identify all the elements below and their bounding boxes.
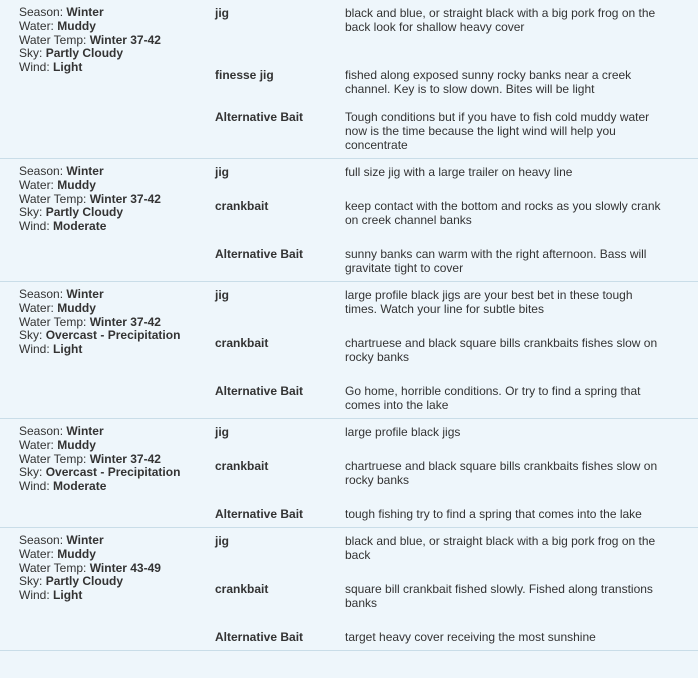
bait-name: Alternative Bait bbox=[215, 384, 304, 398]
condition-label: Water Temp: bbox=[19, 560, 87, 575]
bait-name: crankbait bbox=[215, 459, 269, 473]
condition-value: Winter bbox=[66, 164, 104, 178]
condition-label: Wind: bbox=[19, 479, 50, 494]
conditions-cell bbox=[0, 6, 215, 154]
condition-value: Muddy bbox=[57, 546, 96, 561]
condition-value: Muddy bbox=[57, 177, 96, 192]
bait-description: large profile black jigs bbox=[345, 425, 461, 439]
bait-description: square bill crankbait fished slowly. Fished along transtions banks bbox=[345, 582, 653, 610]
bait-entry bbox=[215, 384, 698, 414]
condition-label: Water: bbox=[19, 177, 54, 192]
condition-value: Winter 37-42 bbox=[89, 32, 161, 47]
bait-name: jig bbox=[215, 425, 229, 439]
bait-entry bbox=[215, 630, 698, 646]
condition-value: Winter bbox=[66, 533, 104, 547]
condition-label: Sky: bbox=[19, 205, 43, 220]
conditions-cell bbox=[0, 534, 215, 646]
conditions-cell bbox=[0, 425, 215, 523]
bait-description: full size jig with a large trailer on heavy line bbox=[345, 165, 573, 179]
bait-description: fished along exposed sunny rocky banks near a creek channel. Key is to slow down. Bites will be light bbox=[345, 68, 632, 96]
condition-label: Water Temp: bbox=[19, 191, 87, 206]
bait-entry bbox=[215, 199, 698, 247]
condition-value: Light bbox=[53, 60, 83, 75]
condition-value: Winter bbox=[66, 5, 104, 19]
condition-value: Overcast - Precipitation bbox=[45, 328, 181, 343]
baits-cell bbox=[215, 534, 698, 646]
bait-description: keep contact with the bottom and rocks as you slowly crank on creek channel banks bbox=[345, 199, 661, 227]
condition-label: Season: bbox=[19, 533, 64, 547]
table-row bbox=[0, 0, 698, 159]
condition-sky bbox=[19, 575, 215, 589]
condition-water-temp bbox=[19, 562, 215, 576]
baits-cell bbox=[215, 288, 698, 414]
bait-entry bbox=[215, 110, 698, 154]
condition-value: Winter 37-42 bbox=[89, 191, 161, 206]
bait-description: chartruese and black square bills crankbaits fishes slow on rocky banks bbox=[345, 336, 658, 364]
condition-value: Muddy bbox=[57, 18, 96, 33]
condition-water-temp bbox=[19, 316, 215, 330]
condition-value: Muddy bbox=[57, 300, 96, 315]
condition-value: Winter bbox=[66, 287, 104, 301]
bait-entry bbox=[215, 6, 698, 68]
condition-label: Sky: bbox=[19, 328, 43, 343]
condition-label: Water Temp: bbox=[19, 451, 87, 466]
condition-water-temp bbox=[19, 193, 215, 207]
bait-entry bbox=[215, 425, 698, 459]
bait-name: finesse jig bbox=[215, 68, 274, 82]
bait-entry bbox=[215, 247, 698, 277]
condition-water bbox=[19, 302, 215, 316]
bait-name: jig bbox=[215, 288, 229, 302]
condition-label: Season: bbox=[19, 424, 64, 438]
table-row bbox=[0, 528, 698, 651]
bait-name: Alternative Bait bbox=[215, 507, 304, 521]
condition-sky bbox=[19, 329, 215, 343]
bait-description: tough fishing try to find a spring that comes into the lake bbox=[345, 507, 642, 521]
conditions-cell bbox=[0, 288, 215, 414]
conditions-cell bbox=[0, 165, 215, 277]
bait-entry bbox=[215, 68, 698, 110]
condition-label: Wind: bbox=[19, 588, 50, 603]
condition-label: Wind: bbox=[19, 60, 50, 75]
condition-wind bbox=[19, 480, 215, 494]
condition-label: Sky: bbox=[19, 465, 43, 480]
bait-name: jig bbox=[215, 6, 229, 20]
condition-label: Season: bbox=[19, 5, 64, 19]
condition-season bbox=[19, 165, 215, 179]
condition-wind bbox=[19, 61, 215, 75]
bait-description: sunny banks can warm with the right afternoon. Bass will gravitate tight to cover bbox=[345, 247, 647, 275]
baits-cell bbox=[215, 6, 698, 154]
bait-name: crankbait bbox=[215, 199, 269, 213]
condition-value: Partly Cloudy bbox=[45, 574, 124, 589]
condition-water-temp bbox=[19, 34, 215, 48]
bait-name: crankbait bbox=[215, 582, 269, 596]
condition-value: Muddy bbox=[57, 437, 96, 452]
condition-label: Water: bbox=[19, 437, 54, 452]
condition-water bbox=[19, 179, 215, 193]
condition-label: Season: bbox=[19, 164, 64, 178]
baits-cell bbox=[215, 165, 698, 277]
condition-wind bbox=[19, 220, 215, 234]
condition-sky bbox=[19, 466, 215, 480]
condition-label: Water: bbox=[19, 300, 54, 315]
condition-water bbox=[19, 20, 215, 34]
bait-entry bbox=[215, 459, 698, 507]
condition-label: Water: bbox=[19, 546, 54, 561]
condition-value: Overcast - Precipitation bbox=[45, 465, 181, 480]
table-row bbox=[0, 282, 698, 419]
bait-description: chartruese and black square bills crankbaits fishes slow on rocky banks bbox=[345, 459, 658, 487]
bait-entry bbox=[215, 534, 698, 582]
bait-entry bbox=[215, 288, 698, 336]
condition-label: Wind: bbox=[19, 342, 50, 357]
bait-description: Go home, horrible conditions. Or try to find a spring that comes into the lake bbox=[345, 384, 641, 412]
bait-entry bbox=[215, 582, 698, 630]
bait-name: Alternative Bait bbox=[215, 630, 304, 644]
bait-name: Alternative Bait bbox=[215, 247, 304, 261]
condition-label: Water: bbox=[19, 18, 54, 33]
condition-value: Light bbox=[53, 342, 83, 357]
condition-value: Winter 37-42 bbox=[89, 314, 161, 329]
bait-description: large profile black jigs are your best bet in these tough times. Watch your line for subtle bites bbox=[345, 288, 633, 316]
bait-description: black and blue, or straight black with a big pork frog on the back look for shallow heavy cover bbox=[345, 6, 656, 34]
bait-name: Alternative Bait bbox=[215, 110, 304, 124]
condition-value: Winter bbox=[66, 424, 104, 438]
condition-value: Partly Cloudy bbox=[45, 205, 124, 220]
condition-water bbox=[19, 548, 215, 562]
condition-label: Sky: bbox=[19, 574, 43, 589]
bait-name: crankbait bbox=[215, 336, 269, 350]
condition-season bbox=[19, 288, 215, 302]
condition-water-temp bbox=[19, 453, 215, 467]
bait-description: black and blue, or straight black with a big pork frog on the back bbox=[345, 534, 656, 562]
condition-value: Partly Cloudy bbox=[45, 46, 124, 61]
condition-season bbox=[19, 534, 215, 548]
bait-entry bbox=[215, 336, 698, 384]
condition-season bbox=[19, 6, 215, 20]
bait-name: jig bbox=[215, 534, 229, 548]
condition-wind bbox=[19, 589, 215, 603]
bait-description: target heavy cover receiving the most sunshine bbox=[345, 630, 596, 644]
condition-label: Season: bbox=[19, 287, 64, 301]
bait-description: Tough conditions but if you have to fish cold muddy water now is the time because the light wind will help you concentrate bbox=[345, 110, 650, 152]
condition-water bbox=[19, 439, 215, 453]
baits-cell bbox=[215, 425, 698, 523]
condition-label: Water Temp: bbox=[19, 32, 87, 47]
table-row bbox=[0, 419, 698, 528]
condition-value: Light bbox=[53, 588, 83, 603]
condition-value: Winter 43-49 bbox=[89, 560, 161, 575]
bait-entry bbox=[215, 165, 698, 199]
bait-entry bbox=[215, 507, 698, 523]
table-row bbox=[0, 159, 698, 282]
condition-label: Water Temp: bbox=[19, 314, 87, 329]
condition-value: Moderate bbox=[53, 219, 107, 234]
condition-label: Wind: bbox=[19, 219, 50, 234]
condition-season bbox=[19, 425, 215, 439]
condition-sky bbox=[19, 206, 215, 220]
condition-wind bbox=[19, 343, 215, 357]
condition-value: Winter 37-42 bbox=[89, 451, 161, 466]
condition-value: Moderate bbox=[53, 479, 107, 494]
condition-label: Sky: bbox=[19, 46, 43, 61]
condition-sky bbox=[19, 47, 215, 61]
bait-name: jig bbox=[215, 165, 229, 179]
